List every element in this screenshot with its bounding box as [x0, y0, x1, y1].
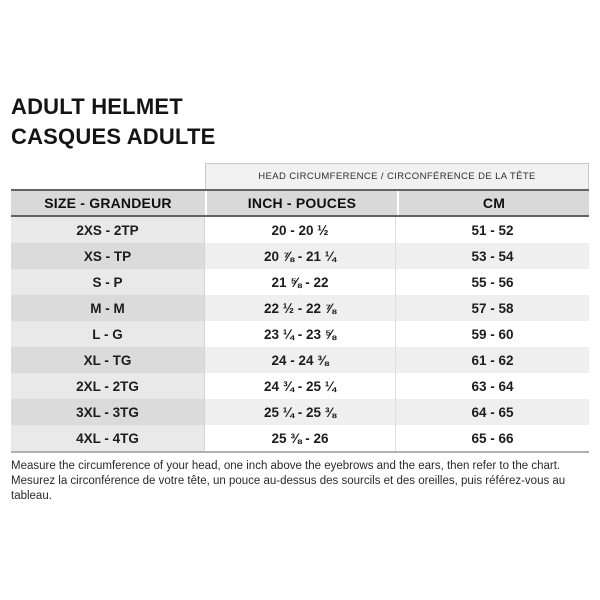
inch-range-cell: 20 ⅞ - 21 ¼ [205, 243, 396, 269]
table-row [11, 373, 589, 399]
inch-range-cell: 24 - 24 ⅜ [205, 347, 396, 373]
table-row [11, 321, 589, 347]
cm-range-cell: 65 - 66 [396, 425, 589, 451]
size-cell: 2XS - 2TP [11, 217, 205, 243]
cm-range-cell: 63 - 64 [396, 373, 589, 399]
size-cell: M - M [11, 295, 205, 321]
cm-range-cell: 57 - 58 [396, 295, 589, 321]
size-cell: XL - TG [11, 347, 205, 373]
inch-range-cell: 20 - 20 ½ [205, 217, 396, 243]
cm-range-cell: 55 - 56 [396, 269, 589, 295]
size-cell: XS - TP [11, 243, 205, 269]
column-header-inch: INCH - POUCES [207, 191, 397, 215]
inch-range-cell: 21 ⅝ - 22 [205, 269, 396, 295]
cm-range-cell: 61 - 62 [396, 347, 589, 373]
page-title-fr: CASQUES ADULTE [11, 124, 216, 149]
size-cell: 2XL - 2TG [11, 373, 205, 399]
cm-range-cell: 59 - 60 [396, 321, 589, 347]
inch-range-cell: 25 ¼ - 25 ⅜ [205, 399, 396, 425]
table-row [11, 217, 589, 243]
table-row [11, 425, 589, 451]
cm-range-cell: 51 - 52 [396, 217, 589, 243]
table-row [11, 243, 589, 269]
table-row [11, 347, 589, 373]
inch-range-cell: 25 ⅜ - 26 [205, 425, 396, 451]
column-header-size: SIZE - GRANDEUR [11, 191, 205, 215]
inch-range-cell: 22 ½ - 22 ⅞ [205, 295, 396, 321]
page-title [11, 92, 215, 152]
size-cell: L - G [11, 321, 205, 347]
cm-range-cell: 64 - 65 [396, 399, 589, 425]
size-cell: 4XL - 4TG [11, 425, 205, 451]
footnote [11, 459, 589, 504]
page-title-en: ADULT HELMET [11, 94, 183, 119]
table-group-header-row [11, 163, 589, 189]
size-cell: 3XL - 3TG [11, 399, 205, 425]
footnote-fr: Mesurez la circonférence de votre tête, un pouce au-dessus des sourcils et des oreilles, puis référez-vous au tableau. [11, 475, 566, 502]
table-header-row [11, 189, 589, 217]
group-header-head-circumference: HEAD CIRCUMFERENCE / CIRCONFÉRENCE DE LA TÊTE [205, 163, 589, 189]
inch-range-cell: 23 ¼ - 23 ⅝ [205, 321, 396, 347]
size-table [11, 163, 589, 453]
footnote-en: Measure the circumference of your head, one inch above the eyebrows and the ears, then refer to the chart. [11, 460, 561, 472]
column-header-cm: CM [399, 191, 589, 215]
table-row [11, 269, 589, 295]
table-row [11, 295, 589, 321]
table-row [11, 399, 589, 425]
size-cell: S - P [11, 269, 205, 295]
group-header-spacer [11, 163, 205, 189]
cm-range-cell: 53 - 54 [396, 243, 589, 269]
table-body [11, 217, 589, 453]
inch-range-cell: 24 ¾ - 25 ¼ [205, 373, 396, 399]
